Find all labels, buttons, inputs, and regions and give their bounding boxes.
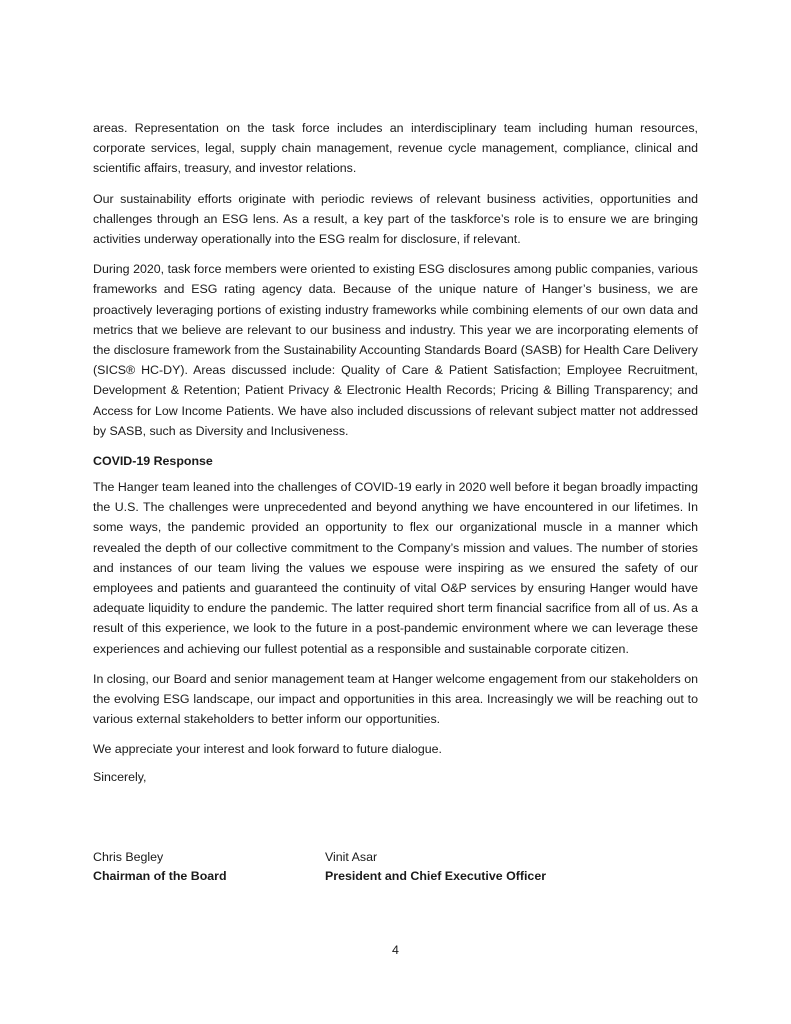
signatory-title: President and Chief Executive Officer: [325, 869, 547, 883]
page-number: 4: [392, 943, 399, 957]
paragraph-covid-response: The Hanger team leaned into the challenges of COVID-19 early in 2020 well before it began broadly impacting the U.S. The challenges were unprecedented and beyond anything we have encountered in our lifetimes. In some ways, the pandemic provided an opportunity to flex our organizational muscle in a manner which revealed the depth of our collective commitment to the Company’s mission and values. The number of stories and instances of our team living the values we espouse were inspiring as we ensured the safety of our employees and patients and guaranteed the continuity of vital O&P services by ensuring Hanger would have adequate liquidity to endure the pandemic. The latter required short term financial sacrifice from all of us. As a result of this experience, we look to the future in a post-pandemic environment where we can leverage these experiences and achieving our fullest potential as a responsible and sustainable corporate citizen.: [93, 480, 698, 656]
sign-off: Sincerely,: [93, 770, 147, 785]
appreciation-line: We appreciate your interest and look forward to future dialogue.: [93, 742, 442, 757]
signatory-name: Chris Begley: [93, 850, 164, 864]
signatory-name: Vinit Asar: [325, 850, 378, 864]
paragraph-frameworks: During 2020, task force members were oriented to existing ESG disclosures among public companies, various frameworks and ESG rating agency data. Because of the unique nature of Hanger’s business, we are proactively leveraging portions of existing industry frameworks while combining elements of our own data and metrics that we believe are relevant to our business and industry. This year we are incorporating elements of the disclosure framework from the Sustainability Accounting Standards Board (SASB) for Health Care Delivery (SICS® HC-DY). Areas discussed include: Quality of Care & Patient Satisfaction; Employee Recruitment, Development & Retention; Patient Privacy & Electronic Health Records; Pricing & Billing Transparency; and Access for Low Income Patients. We have also included discussions of relevant subject matter not addressed by SASB, such as Diversity and Inclusiveness.: [93, 262, 698, 438]
signatory-title: Chairman of the Board: [93, 869, 227, 883]
paragraph-closing: In closing, our Board and senior management team at Hanger welcome engagement from our stakeholders on the evolving ESG landscape, our impact and opportunities in this area. Increasingly we will be reaching out to various external stakeholders to better inform our opportunities.: [93, 671, 698, 727]
paragraph-sustainability-efforts: Our sustainability efforts originate with periodic reviews of relevant business activities, opportunities and challenges through an ESG lens. As a result, a key part of the taskforce’s role is to ensure we are bringing activities underway operationally into the ESG realm for disclosure, if relevant.: [93, 191, 698, 247]
signatory-ceo: [325, 848, 546, 886]
paragraph-task-force: areas. Representation on the task force includes an interdisciplinary team including human resources, corporate services, legal, supply chain management, revenue cycle management, compliance, clinical and scientific affairs, treasury, and investor relations.: [93, 121, 698, 176]
signatory-chairman: [93, 848, 227, 886]
document-body: [93, 118, 698, 795]
section-heading-covid: COVID-19 Response: [93, 454, 213, 469]
